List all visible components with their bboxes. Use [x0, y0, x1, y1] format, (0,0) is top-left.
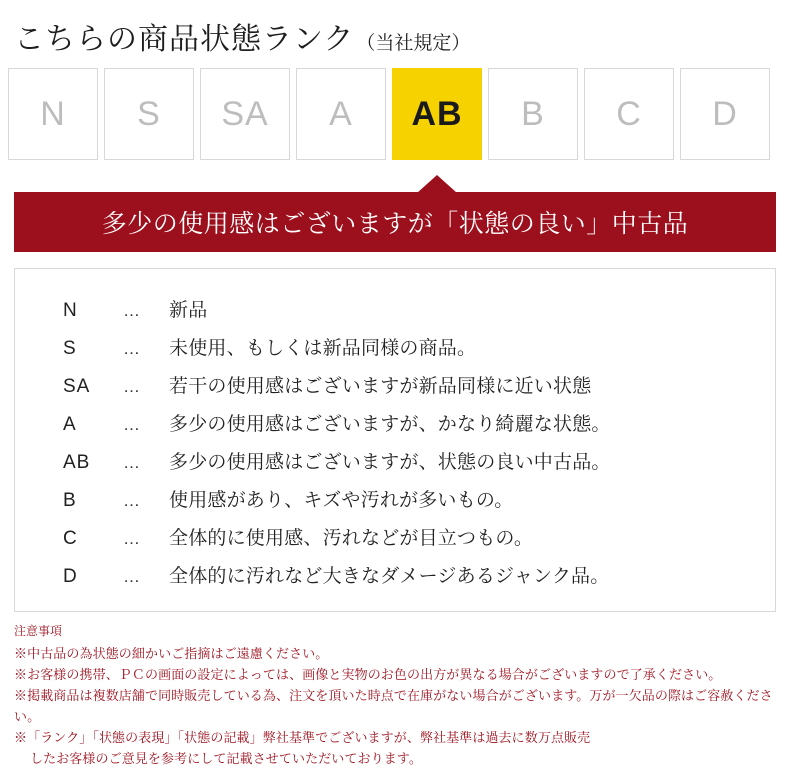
definition-rank: S — [63, 338, 77, 359]
definition-rank: D — [63, 566, 78, 587]
definition-text: 全体的に汚れなど大きなダメージあるジャンク品。 — [169, 566, 610, 587]
note-line: したお客様のご意見を参考にして記載させていただいております。 — [30, 751, 422, 767]
definition-text: 未使用、もしくは新品同様の商品。 — [169, 338, 477, 359]
definition-text: 使用感があり、キズや汚れが多いもの。 — [169, 490, 514, 511]
list-item — [15, 333, 775, 371]
list-item — [15, 295, 775, 333]
definition-text: 全体的に使用感、汚れなどが目立つもの。 — [169, 528, 534, 549]
notes-title: 注意事項 — [14, 624, 63, 638]
rank-box-b — [488, 68, 578, 160]
rank-box-label: D — [712, 94, 738, 133]
definition-text: 新品 — [169, 300, 208, 321]
page-title — [14, 14, 470, 58]
notes-section — [14, 622, 776, 769]
list-item — [15, 523, 775, 561]
rank-box-label: SA — [221, 94, 269, 133]
definition-text: 若干の使用感はございますが新品同様に近い状態 — [169, 376, 592, 397]
rank-box-label: A — [329, 94, 353, 133]
rank-box-s — [104, 68, 194, 160]
definition-dots: … — [123, 377, 141, 396]
rank-box-c — [584, 68, 674, 160]
definition-text: 多少の使用感はございますが、かなり綺麗な状態。 — [169, 414, 611, 435]
definition-dots: … — [123, 301, 141, 320]
definition-dots: … — [123, 415, 141, 434]
rank-box-d — [680, 68, 770, 160]
selected-rank-banner — [14, 192, 776, 252]
banner-pointer-triangle — [417, 175, 457, 193]
rank-box-ab-active — [392, 68, 482, 160]
definition-rank: N — [63, 300, 78, 321]
definition-dots: … — [123, 567, 141, 586]
note-line: ※「ランク」「状態の表現」「状態の記載」弊社基準でございますが、弊社基準は過去に数万点販売 — [14, 730, 591, 746]
definition-dots: … — [123, 529, 141, 548]
rank-box-label: B — [521, 94, 545, 133]
definition-rank: SA — [63, 376, 91, 397]
rank-box-label: C — [616, 94, 642, 133]
definition-rank: A — [63, 414, 77, 435]
definition-text: 多少の使用感はございますが、状態の良い中古品。 — [169, 452, 611, 473]
rank-box-label: AB — [411, 94, 463, 133]
list-item — [15, 409, 775, 447]
definition-dots: … — [123, 491, 141, 510]
rank-definition-list — [14, 268, 776, 612]
rank-box-n — [8, 68, 98, 160]
list-item — [15, 371, 775, 409]
note-line: ※お客様の携帯、ＰＣの画面の設定によっては、画像と実物のお色の出方が異なる場合がございますので了承ください。 — [14, 667, 722, 683]
definition-rank: C — [63, 528, 78, 549]
rank-box-sa — [200, 68, 290, 160]
note-line: ※掲載商品は複数店舗で同時販売している為、注文を頂いた時点で在庫がない場合がございます。万が一欠品の際はご容赦ください。 — [14, 688, 773, 725]
list-item — [15, 561, 775, 599]
definition-rank: B — [63, 490, 77, 511]
rank-box-label: S — [137, 94, 161, 133]
rank-scale — [8, 68, 770, 160]
page-title-sub: （当社規定） — [356, 33, 471, 54]
rank-box-label: N — [40, 94, 66, 133]
note-line: ※中古品の為状態の細かいご指摘はご遠慮ください。 — [14, 646, 329, 661]
list-item — [15, 485, 775, 523]
definition-dots: … — [123, 453, 141, 472]
list-item — [15, 447, 775, 485]
page-title-main: こちらの商品状態ランク — [14, 23, 355, 56]
definition-rank: AB — [63, 452, 91, 473]
banner-text: 多少の使用感はございますが「状態の良い」中古品 — [14, 192, 776, 252]
rank-box-a — [296, 68, 386, 160]
definition-dots: … — [123, 339, 141, 358]
